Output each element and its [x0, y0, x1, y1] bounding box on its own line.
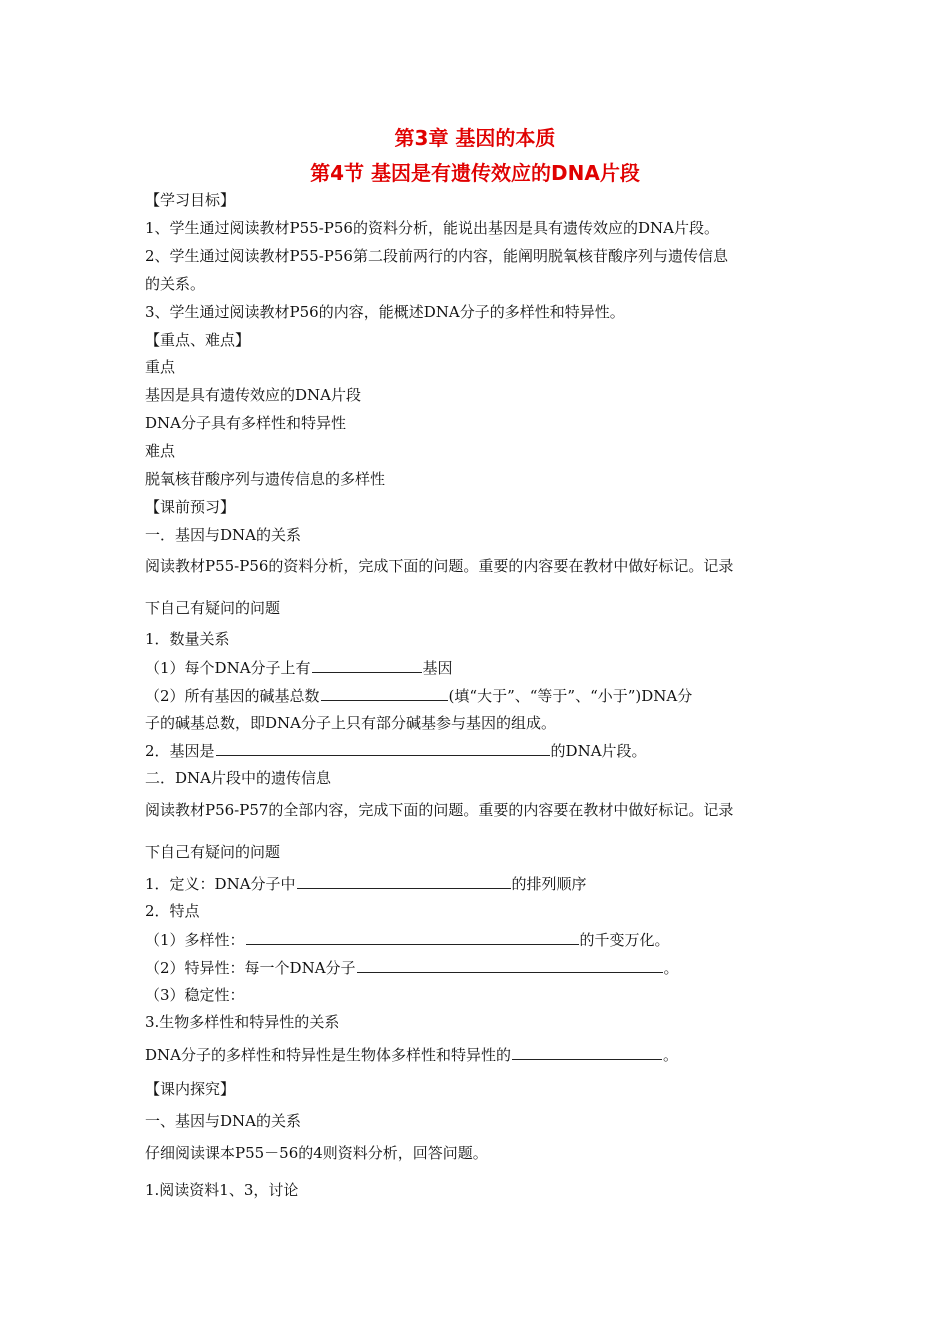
preview-heading: 【课前预习】: [145, 498, 236, 516]
definition-suffix: 的排列顺序: [511, 875, 587, 893]
objective-2-cont: 的关系。: [145, 275, 206, 293]
question-1-1: [145, 657, 453, 678]
question-1-2-prefix: （2）所有基因的碱基总数: [145, 687, 320, 705]
key-label: 重点: [145, 358, 176, 376]
relationship-title: 3.生物多样性和特异性的关系: [145, 1013, 340, 1031]
feature-specificity-prefix: （2）特异性：每一个DNA分子: [145, 959, 356, 977]
question-1-2-cont: 子的碱基总数，即DNA分子上只有部分碱基参与基因的组成。: [145, 714, 556, 732]
answer-blank-7[interactable]: [512, 1044, 662, 1060]
objective-2: 2、学生通过阅读教材P55-P56第二段前两行的内容，能阐明脱氧核苷酸序列与遗传信息: [145, 247, 728, 265]
feature-specificity: [145, 957, 679, 978]
key-points-heading: 【重点、难点】: [145, 331, 251, 349]
definition: [145, 873, 587, 894]
preview-part2-instruction-cont: 下自己有疑问的问题: [145, 843, 281, 861]
question-1: 1．数量关系: [145, 630, 230, 648]
relationship-prefix: DNA分子的多样性和特异性是生物体多样性和特异性的: [145, 1046, 511, 1064]
feature-specificity-suffix: 。: [663, 959, 679, 977]
key-point-1: 基因是具有遗传效应的DNA片段: [145, 386, 361, 404]
difficult-point-1: 脱氧核苷酸序列与遗传信息的多样性: [145, 470, 386, 488]
feature-diversity-suffix: 的千变万化。: [579, 931, 670, 949]
preview-part1-title: 一．基因与DNA的关系: [145, 526, 301, 544]
explore-question-1: 1.阅读资料1、3，讨论: [145, 1181, 299, 1199]
question-2-prefix: 2．基因是: [145, 742, 215, 760]
objective-1: 1、学生通过阅读教材P55-P56的资料分析，能说出基因是具有遗传效应的DNA片段。: [145, 219, 719, 237]
answer-blank-3[interactable]: [216, 740, 550, 756]
question-1-1-prefix: （1）每个DNA分子上有: [145, 659, 311, 677]
features: 2．特点: [145, 902, 200, 920]
question-1-1-suffix: 基因: [422, 659, 453, 677]
answer-blank-1[interactable]: [312, 657, 422, 673]
preview-part1-instruction: 阅读教材P55-P56的资料分析，完成下面的问题。重要的内容要在教材中做好标记。记录: [145, 557, 734, 575]
difficult-label: 难点: [145, 442, 176, 460]
explore-heading: 【课内探究】: [145, 1080, 236, 1098]
section-title: 第4节 基因是有遗传效应的DNA片段: [310, 161, 640, 185]
question-1-2-suffix: (填“大于”、“等于”、“小于”)DNA分: [448, 687, 693, 705]
chapter-title: 第3章 基因的本质: [394, 126, 556, 150]
feature-diversity: [145, 929, 670, 950]
answer-blank-2[interactable]: [321, 685, 448, 701]
preview-part2-instruction: 阅读教材P56-P57的全部内容，完成下面的问题。重要的内容要在教材中做好标记。记录: [145, 801, 734, 819]
key-point-2: DNA分子具有多样性和特异性: [145, 414, 346, 432]
question-2: [145, 740, 647, 761]
relationship-text: [145, 1044, 678, 1065]
preview-part1-instruction-cont: 下自己有疑问的问题: [145, 599, 281, 617]
question-1-2: [145, 685, 692, 706]
answer-blank-5[interactable]: [246, 929, 579, 945]
answer-blank-4[interactable]: [297, 873, 511, 889]
question-2-suffix: 的DNA片段。: [550, 742, 647, 760]
explore-instruction: 仔细阅读课本P55－56的4则资料分析，回答问题。: [145, 1144, 488, 1162]
relationship-suffix: 。: [663, 1046, 679, 1064]
feature-diversity-prefix: （1）多样性：: [145, 931, 245, 949]
objectives-heading: 【学习目标】: [145, 191, 236, 209]
answer-blank-6[interactable]: [357, 957, 663, 973]
explore-part1-title: 一、基因与DNA的关系: [145, 1112, 301, 1130]
definition-prefix: 1．定义：DNA分子中: [145, 875, 296, 893]
preview-part2-title: 二．DNA片段中的遗传信息: [145, 769, 331, 787]
objective-3: 3、学生通过阅读教材P56的内容，能概述DNA分子的多样性和特异性。: [145, 303, 625, 321]
feature-stability: （3）稳定性：: [145, 986, 245, 1004]
